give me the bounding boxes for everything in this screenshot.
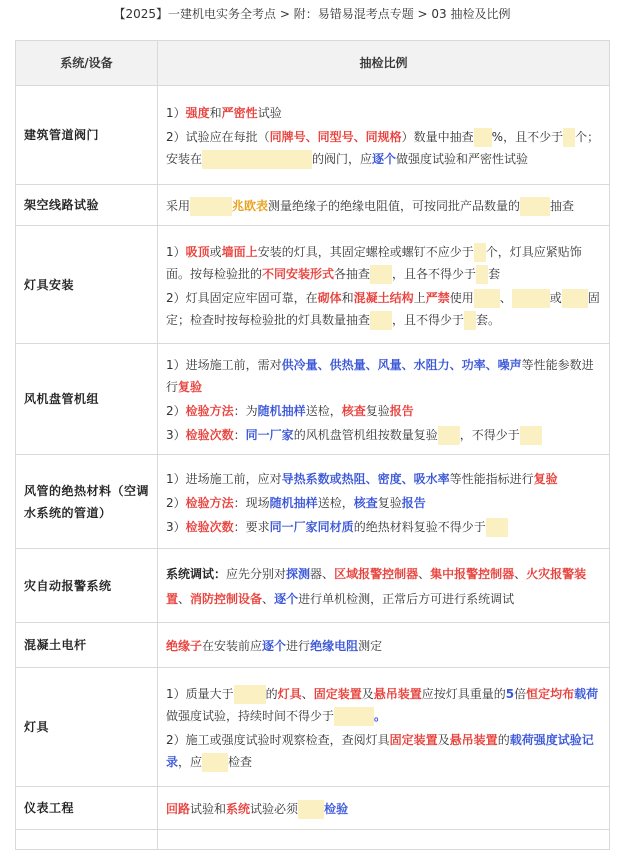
row-content <box>158 344 610 455</box>
row-content <box>158 185 610 226</box>
content-line: 系统调试：应先分别对探测器、区域报警控制器、集中报警控制器、火灾报警装置、消防控制设备、逐个进行单机检测，正常后方可进行系统调试 <box>166 566 587 606</box>
blank-box <box>202 150 312 169</box>
table-row <box>16 668 610 787</box>
header-ratio: 抽检比例 <box>158 41 610 86</box>
table-row <box>16 787 610 830</box>
breadcrumb: 【2025】一建机电实务全考点 > 附：易错易混考点专题 > 03 抽检及比例 <box>113 7 511 21</box>
blank-box <box>520 426 542 445</box>
content-line: 绝缘子在安装前应逐个进行绝缘电阻测定 <box>166 639 383 653</box>
blank-box <box>370 265 392 284</box>
content-line: 1）进场施工前，应对导热系数或热阻、密度、吸水率等性能指标进行复验 <box>166 471 558 486</box>
blank-box <box>202 753 228 772</box>
table-row <box>16 623 610 668</box>
blank-box <box>474 289 500 308</box>
blank-box <box>474 243 486 262</box>
row-name: 仪表工程 <box>16 787 158 830</box>
blank-box <box>520 197 550 216</box>
content-line: 3）检验次数：同一厂家的风机盘管机组按数量复验 ，不得少于 <box>166 424 603 446</box>
table-row <box>16 226 610 344</box>
sampling-table <box>15 40 610 850</box>
row-name: 风管的绝热材料（空调水系统的管道） <box>16 455 158 549</box>
blank-box <box>370 311 392 330</box>
table-row <box>16 344 610 455</box>
row-content <box>158 830 610 850</box>
content-line: 1）进场施工前，需对供冷量、供热量、风量、水阻力、功率、噪声等性能参数进行复验 <box>166 358 594 394</box>
row-name: 风机盘管机组 <box>16 344 158 455</box>
content-line: 2）施工或强度试验时观察检查，查阅灯具固定装置及悬吊装置的载荷强度试验记录，应 检查 <box>166 729 603 773</box>
row-content <box>158 668 610 787</box>
content-line: 2）灯具固定应牢固可靠，在砌体和混凝土结构上严禁使用 、 或 固定；检查时按每检验批的灯具数量抽查 ，且不得少于 套。 <box>166 287 603 331</box>
content-line: 采用 兆欧表测量绝缘子的绝缘电阻值，可按同批产品数量的 抽查 <box>166 195 603 217</box>
content-line: 回路试验和系统试验必须 检验 <box>166 798 603 820</box>
row-name: 混凝土电杆 <box>16 623 158 668</box>
table-header-row <box>16 41 610 86</box>
table-row <box>16 549 610 623</box>
row-name: 灯具安装 <box>16 226 158 344</box>
blank-box <box>298 800 324 819</box>
table-row <box>16 86 610 185</box>
blank-box <box>190 197 232 216</box>
row-content <box>158 549 610 623</box>
content-line: 1）吸顶或墙面上安装的灯具，其固定螺栓或螺钉不应少于 个，灯具应紧贴饰面。按每检验批的不同安装形式各抽查 ，且各不得少于 套 <box>166 241 603 285</box>
blank-box <box>464 311 476 330</box>
table-row <box>16 830 610 850</box>
blank-box <box>486 518 508 537</box>
row-name: 灾自动报警系统 <box>16 549 158 623</box>
blank-box <box>234 685 266 704</box>
content-line: 1）强度和严密性试验 <box>166 106 282 120</box>
row-name: 建筑管道阀门 <box>16 86 158 185</box>
row-content <box>158 455 610 549</box>
header-system: 系统/设备 <box>16 41 158 86</box>
blank-box <box>476 265 488 284</box>
row-content <box>158 623 610 668</box>
content-line: 2）试验应在每批（同牌号、同型号、同规格）数量中抽查 %，且不少于 个；安装在 的阀门，应逐个做强度试验和严密性试验 <box>166 126 603 170</box>
blank-box <box>563 128 575 147</box>
content-line: 2）检验方法：为随机抽样送检，核查复验报告 <box>166 404 414 418</box>
row-content <box>158 86 610 185</box>
row-name: 架空线路试验 <box>16 185 158 226</box>
blank-box <box>562 289 588 308</box>
row-content <box>158 787 610 830</box>
table-row <box>16 185 610 226</box>
blank-box <box>438 426 460 445</box>
content-line: 3）检验次数：要求同一厂家同材质的绝热材料复验不得少于 <box>166 516 603 538</box>
row-name <box>16 830 158 850</box>
row-name: 灯具 <box>16 668 158 787</box>
table-row <box>16 455 610 549</box>
content-line: 1）质量大于 的灯具、固定装置及悬吊装置应按灯具重量的5倍恒定均布载荷做强度试验，持续时间不得少于 。 <box>166 683 603 727</box>
blank-box <box>474 128 492 147</box>
row-content <box>158 226 610 344</box>
blank-box <box>512 289 550 308</box>
content-line: 2）检验方法：现场随机抽样送检，核查复验报告 <box>166 495 426 510</box>
blank-box <box>334 707 374 726</box>
